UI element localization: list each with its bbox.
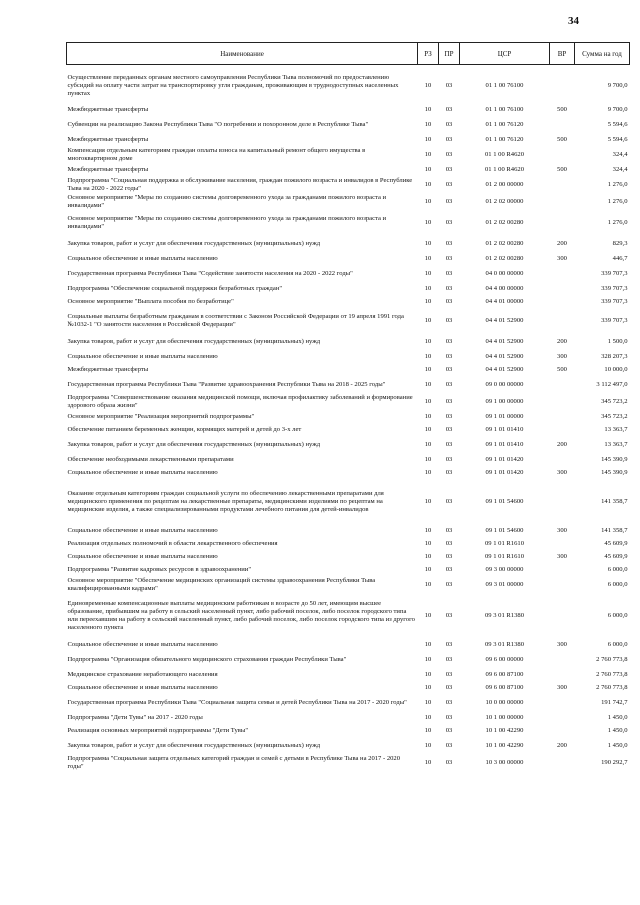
row-csr: 09 0 00 00000 xyxy=(485,381,524,388)
row-rz: 10 xyxy=(424,699,432,706)
row-pr: 03 xyxy=(445,656,453,663)
row-sum: 339 707,3 xyxy=(601,317,628,324)
table-row xyxy=(67,351,630,364)
row-pr: 03 xyxy=(445,398,453,405)
row-csr: 01 2 02 00280 xyxy=(485,255,524,262)
row-vr xyxy=(550,296,575,309)
row-sum: 1 276,0 xyxy=(607,181,628,188)
row-name: Подпрограмма "Социальная защита отдельных категорий граждан и семей с детьми в Республике Тыва на 2017 - 2020 годы" xyxy=(67,755,401,770)
row-vr xyxy=(550,424,575,437)
row-name: Подпрограмма "Организация обязательного медицинского страхования граждан Республики Тыва" xyxy=(67,656,347,663)
row-name: Медицинское страхование неработающего населения xyxy=(67,671,218,678)
table-row xyxy=(67,725,630,738)
row-csr: 01 2 02 00000 xyxy=(485,198,524,205)
row-vr xyxy=(550,712,575,725)
row-sum: 339 707,3 xyxy=(601,298,628,305)
table-row xyxy=(67,738,630,755)
row-csr: 09 1 01 00000 xyxy=(485,413,524,420)
row-csr: 10 1 00 42290 xyxy=(485,727,524,734)
row-csr: 09 1 01 01420 xyxy=(485,456,524,463)
row-rz: 10 xyxy=(424,413,432,420)
table-row xyxy=(67,296,630,309)
row-sum: 446,7 xyxy=(612,255,628,262)
table-row xyxy=(67,253,630,266)
row-pr: 03 xyxy=(445,136,453,143)
table-row xyxy=(67,467,630,480)
row-sum: 141 358,7 xyxy=(601,527,628,534)
row-pr: 03 xyxy=(445,641,453,648)
row-pr: 03 xyxy=(445,151,453,158)
row-name: Межбюджетные трансферты xyxy=(67,366,149,373)
row-sum: 829,3 xyxy=(612,240,628,247)
row-pr: 03 xyxy=(445,742,453,749)
row-name: Социальное обеспечение и иные выплаты населению xyxy=(67,527,218,534)
row-pr: 03 xyxy=(445,759,453,766)
table-row xyxy=(67,104,630,117)
row-vr: 300 xyxy=(557,553,567,560)
row-csr: 10 1 00 42290 xyxy=(485,742,524,749)
row-vr xyxy=(550,177,575,194)
row-csr: 09 1 01 R1610 xyxy=(484,553,524,560)
row-rz: 10 xyxy=(424,527,432,534)
table-row xyxy=(67,334,630,351)
table-row xyxy=(67,134,630,147)
row-vr: 500 xyxy=(557,136,567,143)
row-vr xyxy=(550,394,575,411)
row-sum: 3 112 497,0 xyxy=(596,381,628,388)
row-pr: 03 xyxy=(445,566,453,573)
table-row xyxy=(67,594,630,639)
row-name: Социальное обеспечение и иные выплаты населению xyxy=(67,553,218,560)
row-pr: 03 xyxy=(445,198,453,205)
row-sum: 5 594,6 xyxy=(607,136,628,143)
row-pr: 03 xyxy=(445,581,453,588)
row-vr xyxy=(550,283,575,296)
row-vr xyxy=(550,266,575,283)
row-vr: 300 xyxy=(557,353,567,360)
table-row xyxy=(67,309,630,334)
row-sum: 45 609,9 xyxy=(604,540,628,547)
table-row xyxy=(67,164,630,177)
row-rz: 10 xyxy=(424,426,432,433)
row-vr: 200 xyxy=(557,240,567,247)
row-rz: 10 xyxy=(424,553,432,560)
row-name: Закупка товаров, работ и услуг для обеспечения государственных (муниципальных) нужд xyxy=(67,441,321,448)
row-name: Осуществление переданных органам местного самоуправления Республики Тыва полномочий по предоставлению субсидий на оплату части затрат на транспортировку угля гражданам, проживающим в труднодоступных населенных пунктах xyxy=(67,74,399,97)
row-csr: 04 4 01 52900 xyxy=(485,338,524,345)
row-name: Социальные выплаты безработным гражданам в соответствии с Законом Российской Федерации от 19 апреля 1991 года №1032-1 "О занятости населения в Российской Федерации" xyxy=(67,313,404,328)
row-vr: 200 xyxy=(557,742,567,749)
row-rz: 10 xyxy=(424,255,432,262)
row-csr: 09 3 01 00000 xyxy=(485,581,524,588)
row-name: Государственная программа Республики Тыва "Содействие занятости населения на 2020 - 2022 годы" xyxy=(67,270,353,277)
column-header-rz: РЗ xyxy=(418,43,439,65)
row-name: Межбюджетные трансферты xyxy=(67,166,149,173)
row-csr: 01 1 00 76100 xyxy=(485,82,524,89)
row-name: Социальное обеспечение и иные выплаты населению xyxy=(67,255,218,262)
row-rz: 10 xyxy=(424,366,432,373)
row-name: Основное мероприятие "Реализация мероприятий подпрограммы" xyxy=(67,413,255,420)
row-rz: 10 xyxy=(424,581,432,588)
row-name: Закупка товаров, работ и услуг для обеспечения государственных (муниципальных) нужд xyxy=(67,742,321,749)
row-csr: 09 6 00 00000 xyxy=(485,656,524,663)
row-pr: 03 xyxy=(445,699,453,706)
row-rz: 10 xyxy=(424,198,432,205)
row-csr: 04 4 00 00000 xyxy=(485,285,524,292)
row-sum: 345 723,2 xyxy=(601,398,628,405)
table-row xyxy=(67,639,630,652)
row-csr: 04 4 01 52900 xyxy=(485,317,524,324)
row-rz: 10 xyxy=(424,240,432,247)
row-rz: 10 xyxy=(424,469,432,476)
row-name: Основное мероприятие "Меры по созданию системы долговременного ухода за гражданами пожилого возраста и инвалидами" xyxy=(67,194,387,209)
row-name: Подпрограмма "Социальная поддержка и обслуживание населения, граждан пожилого возраста и инвалидов в Республике Тыва на 2020 - 2022 годы" xyxy=(67,177,413,192)
row-vr xyxy=(550,454,575,467)
row-rz: 10 xyxy=(424,398,432,405)
row-name: Государственная программа Республики Тыва "Развитие здравоохранения Республики Тыва на 2018 - 2025 годы" xyxy=(67,381,386,388)
row-rz: 10 xyxy=(424,612,432,619)
row-pr: 03 xyxy=(445,317,453,324)
row-sum: 191 742,7 xyxy=(601,699,628,706)
row-vr xyxy=(550,669,575,682)
table-row xyxy=(67,283,630,296)
row-pr: 03 xyxy=(445,469,453,476)
table-row xyxy=(67,69,630,104)
row-name: Реализация отдельных полномочий в области лекарственного обеспечения xyxy=(67,540,278,547)
row-rz: 10 xyxy=(424,684,432,691)
row-rz: 10 xyxy=(424,181,432,188)
row-name: Основное мероприятие "Выплата пособия по безработице" xyxy=(67,298,234,305)
row-csr: 01 2 02 00280 xyxy=(485,240,524,247)
row-csr: 01 2 00 00000 xyxy=(485,181,524,188)
table-row xyxy=(67,147,630,164)
row-name: Реализация основных мероприятий подпрограммы "Дети Тувы" xyxy=(67,727,249,734)
row-name: Межбюджетные трансферты xyxy=(67,106,149,113)
row-sum: 345 723,2 xyxy=(601,413,628,420)
row-pr: 03 xyxy=(445,727,453,734)
row-rz: 10 xyxy=(424,136,432,143)
row-sum: 1 450,0 xyxy=(607,742,628,749)
row-name: Компенсация отдельным категориям граждан оплаты взноса на капитальный ремонт общего имущества в многоквартирном доме xyxy=(67,147,366,162)
table-row xyxy=(67,551,630,564)
row-name: Подпрограмма "Развитие кадровых ресурсов в здравоохранении" xyxy=(67,566,252,573)
row-sum: 141 358,7 xyxy=(601,498,628,505)
row-name: Государственная программа Республики Тыва "Социальная защита семьи и детей Республики Тыва на 2017 - 2020 годы" xyxy=(67,699,407,706)
row-csr: 09 1 01 01410 xyxy=(485,441,524,448)
row-sum: 6 000,0 xyxy=(607,641,628,648)
row-name: Социальное обеспечение и иные выплаты населению xyxy=(67,684,218,691)
row-sum: 145 390,9 xyxy=(601,469,628,476)
row-sum: 1 500,0 xyxy=(607,338,628,345)
row-rz: 10 xyxy=(424,727,432,734)
row-rz: 10 xyxy=(424,641,432,648)
row-csr: 09 1 01 01410 xyxy=(485,426,524,433)
row-vr xyxy=(550,480,575,525)
row-csr: 01 1 00 R4620 xyxy=(484,166,524,173)
row-pr: 03 xyxy=(445,338,453,345)
row-sum: 324,4 xyxy=(612,151,628,158)
table-row xyxy=(67,394,630,411)
row-name: Субвенции на реализацию Закона Республики Тыва "О погребении и похоронном деле в Республике Тыва" xyxy=(67,121,369,128)
row-csr: 01 1 00 R4620 xyxy=(484,151,524,158)
row-sum: 339 707,3 xyxy=(601,285,628,292)
column-header-vr: ВР xyxy=(550,43,575,65)
table-row xyxy=(67,194,630,211)
column-header-name: Наименование xyxy=(67,43,418,65)
table-header-row xyxy=(67,43,630,65)
row-pr: 03 xyxy=(445,381,453,388)
row-vr xyxy=(550,755,575,772)
table-row xyxy=(67,538,630,551)
table-row xyxy=(67,525,630,538)
row-sum: 2 760 773,8 xyxy=(596,656,628,663)
row-name: Социальное обеспечение и иные выплаты населению xyxy=(67,641,218,648)
row-csr: 09 1 01 01420 xyxy=(485,469,524,476)
page-number: 34 xyxy=(568,15,579,27)
table-row xyxy=(67,577,630,594)
row-vr xyxy=(550,117,575,134)
table-row xyxy=(67,454,630,467)
row-name: Закупка товаров, работ и услуг для обеспечения государственных (муниципальных) нужд xyxy=(67,338,321,345)
row-name: Межбюджетные трансферты xyxy=(67,136,149,143)
table-row xyxy=(67,480,630,525)
row-name: Оказание отдельным категориям граждан социальной услуги по обеспечению лекарственными препаратами для медицинского применения по рецептам на лекарственные препараты, медицинскими изделиями по рецептам на медицинские изделия, а также специализированными продуктами лечебного питания для детей-инвалидов xyxy=(67,490,384,513)
table-row xyxy=(67,669,630,682)
row-sum: 2 760 773,8 xyxy=(596,684,628,691)
row-vr: 200 xyxy=(557,338,567,345)
row-rz: 10 xyxy=(424,566,432,573)
row-rz: 10 xyxy=(424,151,432,158)
row-rz: 10 xyxy=(424,671,432,678)
row-csr: 09 1 01 R1610 xyxy=(484,540,524,547)
row-rz: 10 xyxy=(424,285,432,292)
row-rz: 10 xyxy=(424,456,432,463)
row-sum: 328 207,3 xyxy=(601,353,628,360)
row-sum: 1 450,0 xyxy=(607,714,628,721)
row-sum: 6 000,0 xyxy=(607,566,628,573)
row-rz: 10 xyxy=(424,353,432,360)
row-name: Социальное обеспечение и иные выплаты населению xyxy=(67,469,218,476)
row-sum: 1 276,0 xyxy=(607,219,628,226)
row-vr xyxy=(550,69,575,104)
row-sum: 145 390,9 xyxy=(601,456,628,463)
row-rz: 10 xyxy=(424,540,432,547)
table-row xyxy=(67,236,630,253)
row-csr: 09 1 01 54600 xyxy=(485,498,524,505)
row-csr: 04 0 00 00000 xyxy=(485,270,524,277)
row-csr: 01 1 00 76120 xyxy=(485,136,524,143)
table-row xyxy=(67,411,630,424)
row-csr: 01 2 02 00280 xyxy=(485,219,524,226)
table-row xyxy=(67,695,630,712)
table-row xyxy=(67,755,630,772)
row-pr: 03 xyxy=(445,498,453,505)
row-csr: 10 3 00 00000 xyxy=(485,759,524,766)
table-row xyxy=(67,377,630,394)
row-vr xyxy=(550,538,575,551)
row-pr: 03 xyxy=(445,121,453,128)
row-csr: 10 0 00 00000 xyxy=(485,699,524,706)
row-sum: 190 292,7 xyxy=(601,759,628,766)
row-sum: 13 363,7 xyxy=(604,426,628,433)
row-sum: 6 000,0 xyxy=(607,612,628,619)
column-header-csr: ЦСР xyxy=(460,43,550,65)
row-vr xyxy=(550,577,575,594)
row-csr: 09 3 01 R1380 xyxy=(484,641,524,648)
row-vr: 300 xyxy=(557,469,567,476)
row-pr: 03 xyxy=(445,166,453,173)
table-body xyxy=(67,69,630,772)
row-sum: 9 700,0 xyxy=(607,82,628,89)
row-csr: 09 1 00 00000 xyxy=(485,398,524,405)
row-sum: 1 276,0 xyxy=(607,198,628,205)
row-rz: 10 xyxy=(424,121,432,128)
row-vr: 300 xyxy=(557,527,567,534)
row-pr: 03 xyxy=(445,285,453,292)
table-row xyxy=(67,564,630,577)
row-pr: 03 xyxy=(445,684,453,691)
row-pr: 03 xyxy=(445,553,453,560)
row-pr: 03 xyxy=(445,298,453,305)
row-rz: 10 xyxy=(424,338,432,345)
row-name: Единовременные компенсационные выплаты медицинским работникам в возрасте до 50 лет, имеющим высшее образование, прибывшим на работу в сельский населенный пункт, либо рабочий поселок, либо поселок городского типа или переехавшим на работу в сельский населенный пункт, либо рабочий поселок, либо поселок городского типа из другого населенного пункта xyxy=(67,600,415,631)
row-pr: 03 xyxy=(445,219,453,226)
row-pr: 03 xyxy=(445,714,453,721)
row-vr xyxy=(550,652,575,669)
row-pr: 03 xyxy=(445,181,453,188)
row-pr: 03 xyxy=(445,441,453,448)
row-sum: 324,4 xyxy=(612,166,628,173)
row-vr: 300 xyxy=(557,684,567,691)
table-row xyxy=(67,266,630,283)
row-name: Подпрограмма "Дети Тувы" на 2017 - 2020 годы xyxy=(67,714,203,721)
row-sum: 5 594,6 xyxy=(607,121,628,128)
row-csr: 09 3 01 R1380 xyxy=(484,612,524,619)
table-row xyxy=(67,712,630,725)
row-sum: 1 450,0 xyxy=(607,727,628,734)
table-row xyxy=(67,652,630,669)
column-header-pr: ПР xyxy=(439,43,460,65)
row-pr: 03 xyxy=(445,366,453,373)
row-csr: 09 1 01 54600 xyxy=(485,527,524,534)
row-vr xyxy=(550,725,575,738)
row-vr: 500 xyxy=(557,166,567,173)
row-pr: 03 xyxy=(445,353,453,360)
row-name: Подпрограмма "Совершенствование оказания медицинской помощи, включая профилактику заболеваний и формирование здорового образа жизни" xyxy=(67,394,413,409)
row-csr: 10 1 00 00000 xyxy=(485,714,524,721)
row-name: Обеспечение необходимыми лекарственными препаратами xyxy=(67,456,234,463)
table-row xyxy=(67,211,630,236)
row-sum: 45 609,9 xyxy=(604,553,628,560)
row-rz: 10 xyxy=(424,498,432,505)
row-sum: 10 000,0 xyxy=(604,366,628,373)
row-pr: 03 xyxy=(445,106,453,113)
row-rz: 10 xyxy=(424,166,432,173)
row-vr: 300 xyxy=(557,255,567,262)
row-rz: 10 xyxy=(424,106,432,113)
row-rz: 10 xyxy=(424,759,432,766)
row-csr: 04 4 01 52900 xyxy=(485,366,524,373)
row-vr xyxy=(550,377,575,394)
row-sum: 9 700,0 xyxy=(607,106,628,113)
row-name: Основное мероприятие "Обеспечение медицинских организаций системы здравоохранения Республики Тыва квалифицированными кадрами" xyxy=(67,577,376,592)
row-vr xyxy=(550,411,575,424)
row-rz: 10 xyxy=(424,742,432,749)
row-csr: 01 1 00 76100 xyxy=(485,106,524,113)
row-rz: 10 xyxy=(424,270,432,277)
row-pr: 03 xyxy=(445,255,453,262)
row-rz: 10 xyxy=(424,441,432,448)
table-row xyxy=(67,437,630,454)
row-vr xyxy=(550,695,575,712)
row-rz: 10 xyxy=(424,298,432,305)
row-csr: 09 6 00 87100 xyxy=(485,684,524,691)
row-pr: 03 xyxy=(445,612,453,619)
row-pr: 03 xyxy=(445,540,453,547)
row-vr xyxy=(550,194,575,211)
row-pr: 03 xyxy=(445,671,453,678)
row-pr: 03 xyxy=(445,270,453,277)
table-row xyxy=(67,682,630,695)
row-csr: 01 1 00 76120 xyxy=(485,121,524,128)
row-pr: 03 xyxy=(445,527,453,534)
row-vr xyxy=(550,147,575,164)
row-name: Основное мероприятие "Меры по созданию системы долговременного ухода за гражданами пожилого возраста и инвалидами" xyxy=(67,215,387,230)
row-sum: 2 760 773,8 xyxy=(596,671,628,678)
row-vr xyxy=(550,594,575,639)
row-rz: 10 xyxy=(424,317,432,324)
row-sum: 339 707,3 xyxy=(601,270,628,277)
row-rz: 10 xyxy=(424,219,432,226)
row-name: Подпрограмма "Обеспечение социальной поддержки безработных граждан" xyxy=(67,285,283,292)
row-name: Социальное обеспечение и иные выплаты населению xyxy=(67,353,218,360)
table-row xyxy=(67,364,630,377)
row-pr: 03 xyxy=(445,456,453,463)
row-vr xyxy=(550,309,575,334)
row-pr: 03 xyxy=(445,82,453,89)
row-rz: 10 xyxy=(424,656,432,663)
table-row xyxy=(67,117,630,134)
row-name: Обеспечение питанием беременных женщин, кормящих матерей и детей до 3-х лет xyxy=(67,426,302,433)
row-csr: 04 4 01 52900 xyxy=(485,353,524,360)
column-header-sum: Сумма на год xyxy=(575,43,630,65)
row-vr: 300 xyxy=(557,641,567,648)
row-csr: 09 3 00 00000 xyxy=(485,566,524,573)
row-rz: 10 xyxy=(424,82,432,89)
row-vr: 500 xyxy=(557,106,567,113)
row-vr xyxy=(550,564,575,577)
row-vr xyxy=(550,211,575,236)
row-vr: 200 xyxy=(557,441,567,448)
table-row xyxy=(67,177,630,194)
row-vr: 500 xyxy=(557,366,567,373)
row-pr: 03 xyxy=(445,413,453,420)
row-rz: 10 xyxy=(424,381,432,388)
row-csr: 04 4 01 00000 xyxy=(485,298,524,305)
table-row xyxy=(67,424,630,437)
row-pr: 03 xyxy=(445,240,453,247)
row-pr: 03 xyxy=(445,426,453,433)
row-rz: 10 xyxy=(424,714,432,721)
row-sum: 13 363,7 xyxy=(604,441,628,448)
budget-table xyxy=(66,42,630,772)
row-name: Закупка товаров, работ и услуг для обеспечения государственных (муниципальных) нужд xyxy=(67,240,321,247)
row-csr: 09 6 00 87100 xyxy=(485,671,524,678)
row-sum: 6 000,0 xyxy=(607,581,628,588)
